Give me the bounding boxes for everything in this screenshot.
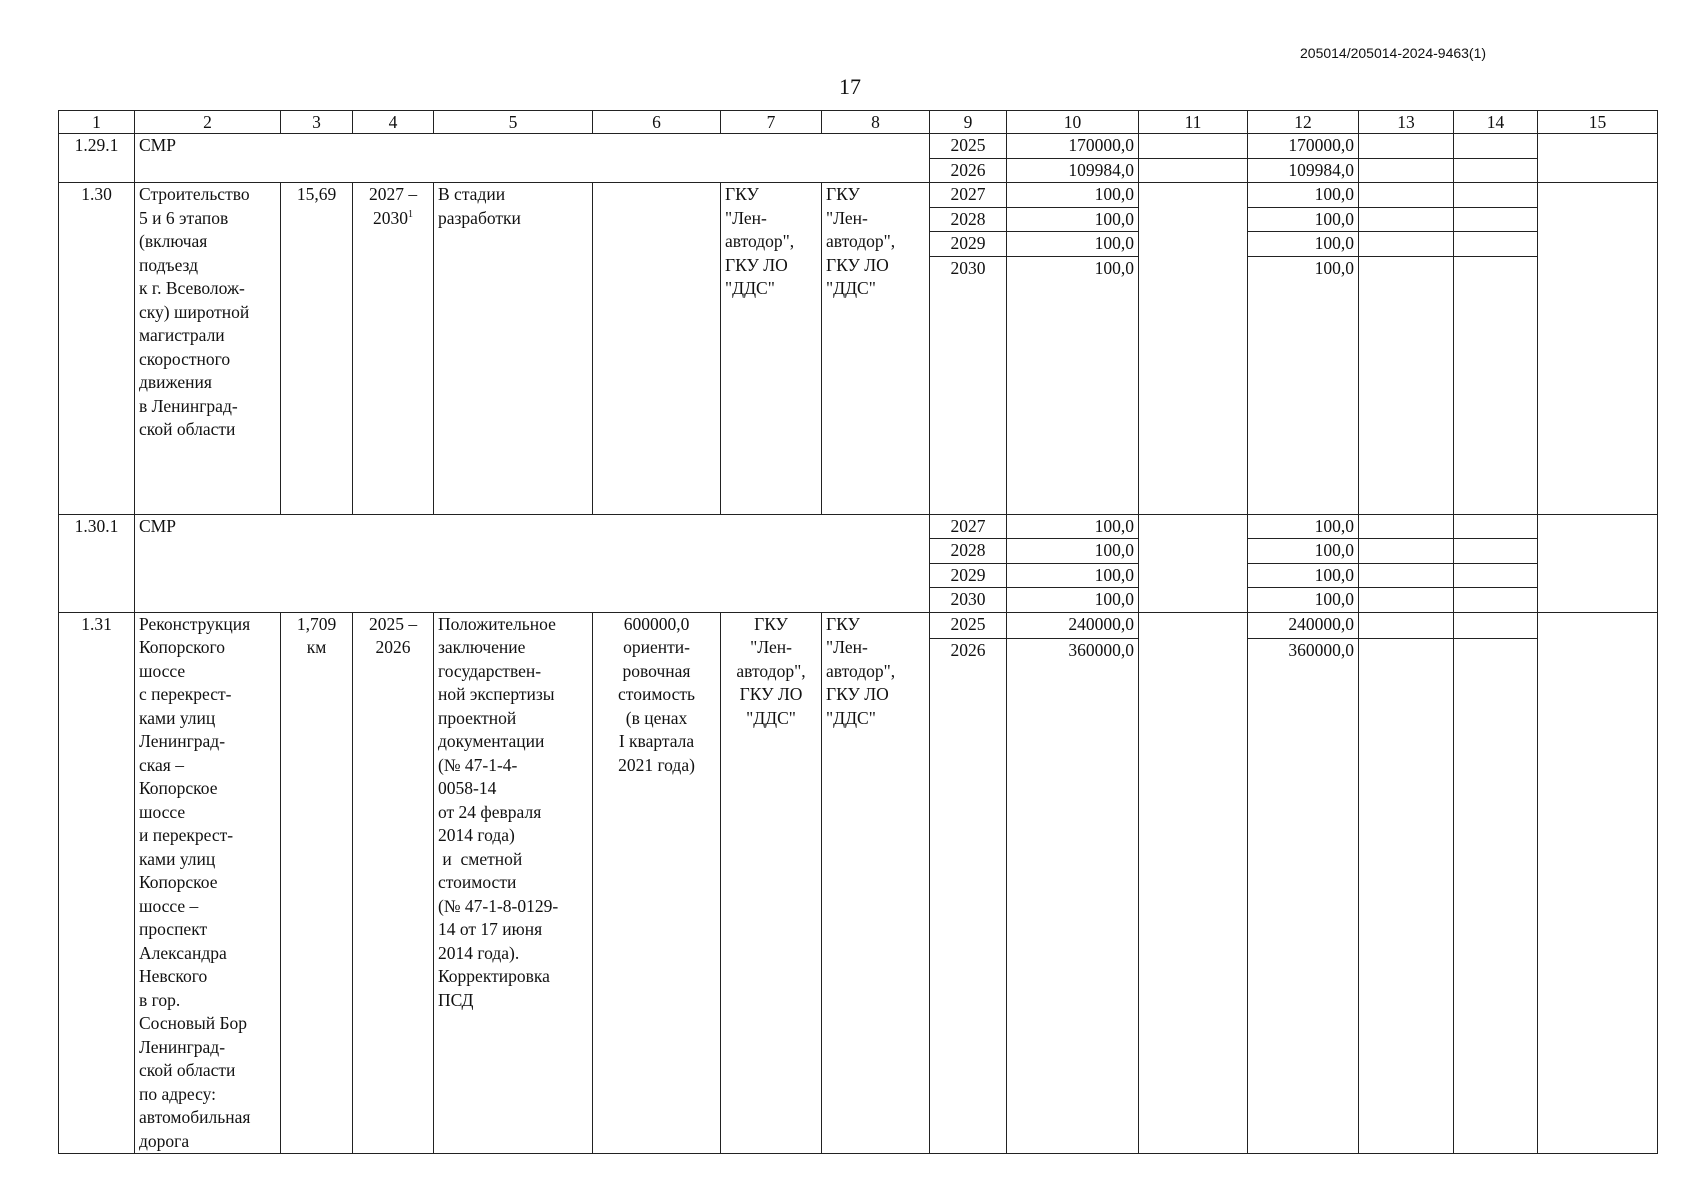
period-cell: [353, 183, 434, 515]
column-header: 4: [353, 111, 434, 134]
amount-cell: 100,0: [1248, 232, 1359, 257]
project-name: Реконструкция Копорского шоссе с перекрест- ками улиц Ленинград- ская – Копорское шоссе и перекрест- ками улиц Копорское шоссе – проспект Александра Невского в гор. Сосновый Бор Ленинград- ской области по адресу: автомобильная дорога: [135, 612, 281, 1154]
amount-cell: 109984,0: [1248, 158, 1359, 183]
empty-cell: [1538, 514, 1658, 612]
empty-cell: [1359, 207, 1454, 232]
amount-cell: 100,0: [1248, 207, 1359, 232]
empty-cell: [1454, 639, 1538, 1154]
empty-cell: [1359, 256, 1454, 514]
year-cell: 2026: [930, 158, 1007, 183]
empty-cell: [1454, 563, 1538, 588]
empty-cell: [1454, 588, 1538, 613]
status-cell: В стадии разработки: [434, 183, 593, 515]
amount-cell: 100,0: [1007, 563, 1139, 588]
empty-cell: [1538, 134, 1658, 183]
row-number: 1.30.1: [59, 514, 135, 612]
empty-cell: [1139, 612, 1248, 1154]
empty-cell: [1359, 612, 1454, 639]
column-header: 3: [281, 111, 353, 134]
document-id: 205014/205014-2024-9463(1): [1300, 45, 1487, 61]
empty-cell: [1359, 514, 1454, 539]
empty-cell: [1359, 639, 1454, 1154]
length-cell: 1,709 км: [281, 612, 353, 1154]
year-cell: 2027: [930, 514, 1007, 539]
amount-cell: 100,0: [1007, 232, 1139, 257]
empty-cell: [1359, 134, 1454, 159]
column-header: 7: [721, 111, 822, 134]
header-row: [59, 111, 1658, 134]
year-cell: 2028: [930, 207, 1007, 232]
empty-cell: [1454, 612, 1538, 639]
empty-cell: [1139, 514, 1248, 612]
empty-cell: [1139, 183, 1248, 515]
column-header: 9: [930, 111, 1007, 134]
cost-cell: [593, 183, 721, 515]
year-cell: 2025: [930, 134, 1007, 159]
amount-cell: 100,0: [1248, 256, 1359, 514]
customer-cell: ГКУ "Лен- автодор", ГКУ ЛО "ДДС": [721, 183, 822, 515]
column-header: 11: [1139, 111, 1248, 134]
developer-cell: ГКУ "Лен- автодор", ГКУ ЛО "ДДС": [822, 183, 930, 515]
column-header: 5: [434, 111, 593, 134]
customer-cell: ГКУ "Лен- автодор", ГКУ ЛО "ДДС": [721, 612, 822, 1154]
period-cell: 2025 – 2026: [353, 612, 434, 1154]
empty-cell: [1359, 588, 1454, 613]
year-cell: 2027: [930, 183, 1007, 208]
row-number: 1.30: [59, 183, 135, 515]
empty-cell: [1454, 207, 1538, 232]
amount-cell: 240000,0: [1248, 612, 1359, 639]
column-header: 6: [593, 111, 721, 134]
amount-cell: 360000,0: [1248, 639, 1359, 1154]
status-cell: Положительное заключение государствен- ной экспертизы проектной документации (№ 47-1-4- 0058-14 от 24 февраля 2014 года) и сметной стоимости (№ 47-1-8-0129- 14 от 17 июня 2014 года). Корректировка ПСД: [434, 612, 593, 1154]
period-text: 2027 – 2030: [368, 184, 418, 228]
table-row: [59, 183, 1658, 208]
table-row: [59, 612, 1658, 639]
year-cell: 2026: [930, 639, 1007, 1154]
table-row: [59, 514, 1658, 539]
amount-cell: 100,0: [1007, 539, 1139, 564]
length-cell: 15,69: [281, 183, 353, 515]
cost-cell: 600000,0 ориенти- ровочная стоимость (в ценах I квартала 2021 года): [593, 612, 721, 1154]
empty-cell: [1538, 183, 1658, 515]
empty-cell: [1454, 158, 1538, 183]
table-row: [59, 134, 1658, 159]
column-header: 15: [1538, 111, 1658, 134]
footnote-marker: 1: [408, 208, 413, 220]
amount-cell: 100,0: [1248, 588, 1359, 613]
year-cell: 2030: [930, 588, 1007, 613]
empty-cell: [1454, 256, 1538, 514]
column-header: 13: [1359, 111, 1454, 134]
amount-cell: 100,0: [1007, 588, 1139, 613]
amount-cell: 109984,0: [1007, 158, 1139, 183]
amount-cell: 100,0: [1007, 514, 1139, 539]
empty-cell: [1359, 539, 1454, 564]
amount-cell: 100,0: [1007, 256, 1139, 514]
column-header: 2: [135, 111, 281, 134]
developer-cell: ГКУ "Лен- автодор", ГКУ ЛО "ДДС": [822, 612, 930, 1154]
empty-cell: [1454, 514, 1538, 539]
row-number: 1.29.1: [59, 134, 135, 183]
column-header: 12: [1248, 111, 1359, 134]
empty-cell: [1139, 134, 1248, 159]
empty-cell: [1359, 563, 1454, 588]
empty-cell: [1359, 183, 1454, 208]
amount-cell: 100,0: [1248, 183, 1359, 208]
page-number: 17: [839, 74, 861, 99]
amount-cell: 170000,0: [1248, 134, 1359, 159]
amount-cell: 360000,0: [1007, 639, 1139, 1154]
amount-cell: 240000,0: [1007, 612, 1139, 639]
column-header: 10: [1007, 111, 1139, 134]
row-label: СМР: [135, 514, 930, 612]
column-header: 14: [1454, 111, 1538, 134]
empty-cell: [1139, 158, 1248, 183]
project-name: Строительство 5 и 6 этапов (включая подъезд к г. Всеволож- ску) широтной магистрали скоростного движения в Ленинград- ской области: [135, 183, 281, 515]
project-table: [58, 110, 1658, 1154]
amount-cell: 100,0: [1248, 514, 1359, 539]
year-cell: 2029: [930, 563, 1007, 588]
row-number: 1.31: [59, 612, 135, 1154]
empty-cell: [1454, 183, 1538, 208]
year-cell: 2029: [930, 232, 1007, 257]
empty-cell: [1359, 158, 1454, 183]
amount-cell: 100,0: [1007, 183, 1139, 208]
year-cell: 2025: [930, 612, 1007, 639]
year-cell: 2030: [930, 256, 1007, 514]
empty-cell: [1454, 232, 1538, 257]
amount-cell: 170000,0: [1007, 134, 1139, 159]
empty-cell: [1359, 232, 1454, 257]
year-cell: 2028: [930, 539, 1007, 564]
column-header: 8: [822, 111, 930, 134]
empty-cell: [1454, 134, 1538, 159]
amount-cell: 100,0: [1007, 207, 1139, 232]
column-header: 1: [59, 111, 135, 134]
empty-cell: [1538, 612, 1658, 1154]
amount-cell: 100,0: [1248, 563, 1359, 588]
empty-cell: [1454, 539, 1538, 564]
row-label: СМР: [135, 134, 930, 183]
amount-cell: 100,0: [1248, 539, 1359, 564]
